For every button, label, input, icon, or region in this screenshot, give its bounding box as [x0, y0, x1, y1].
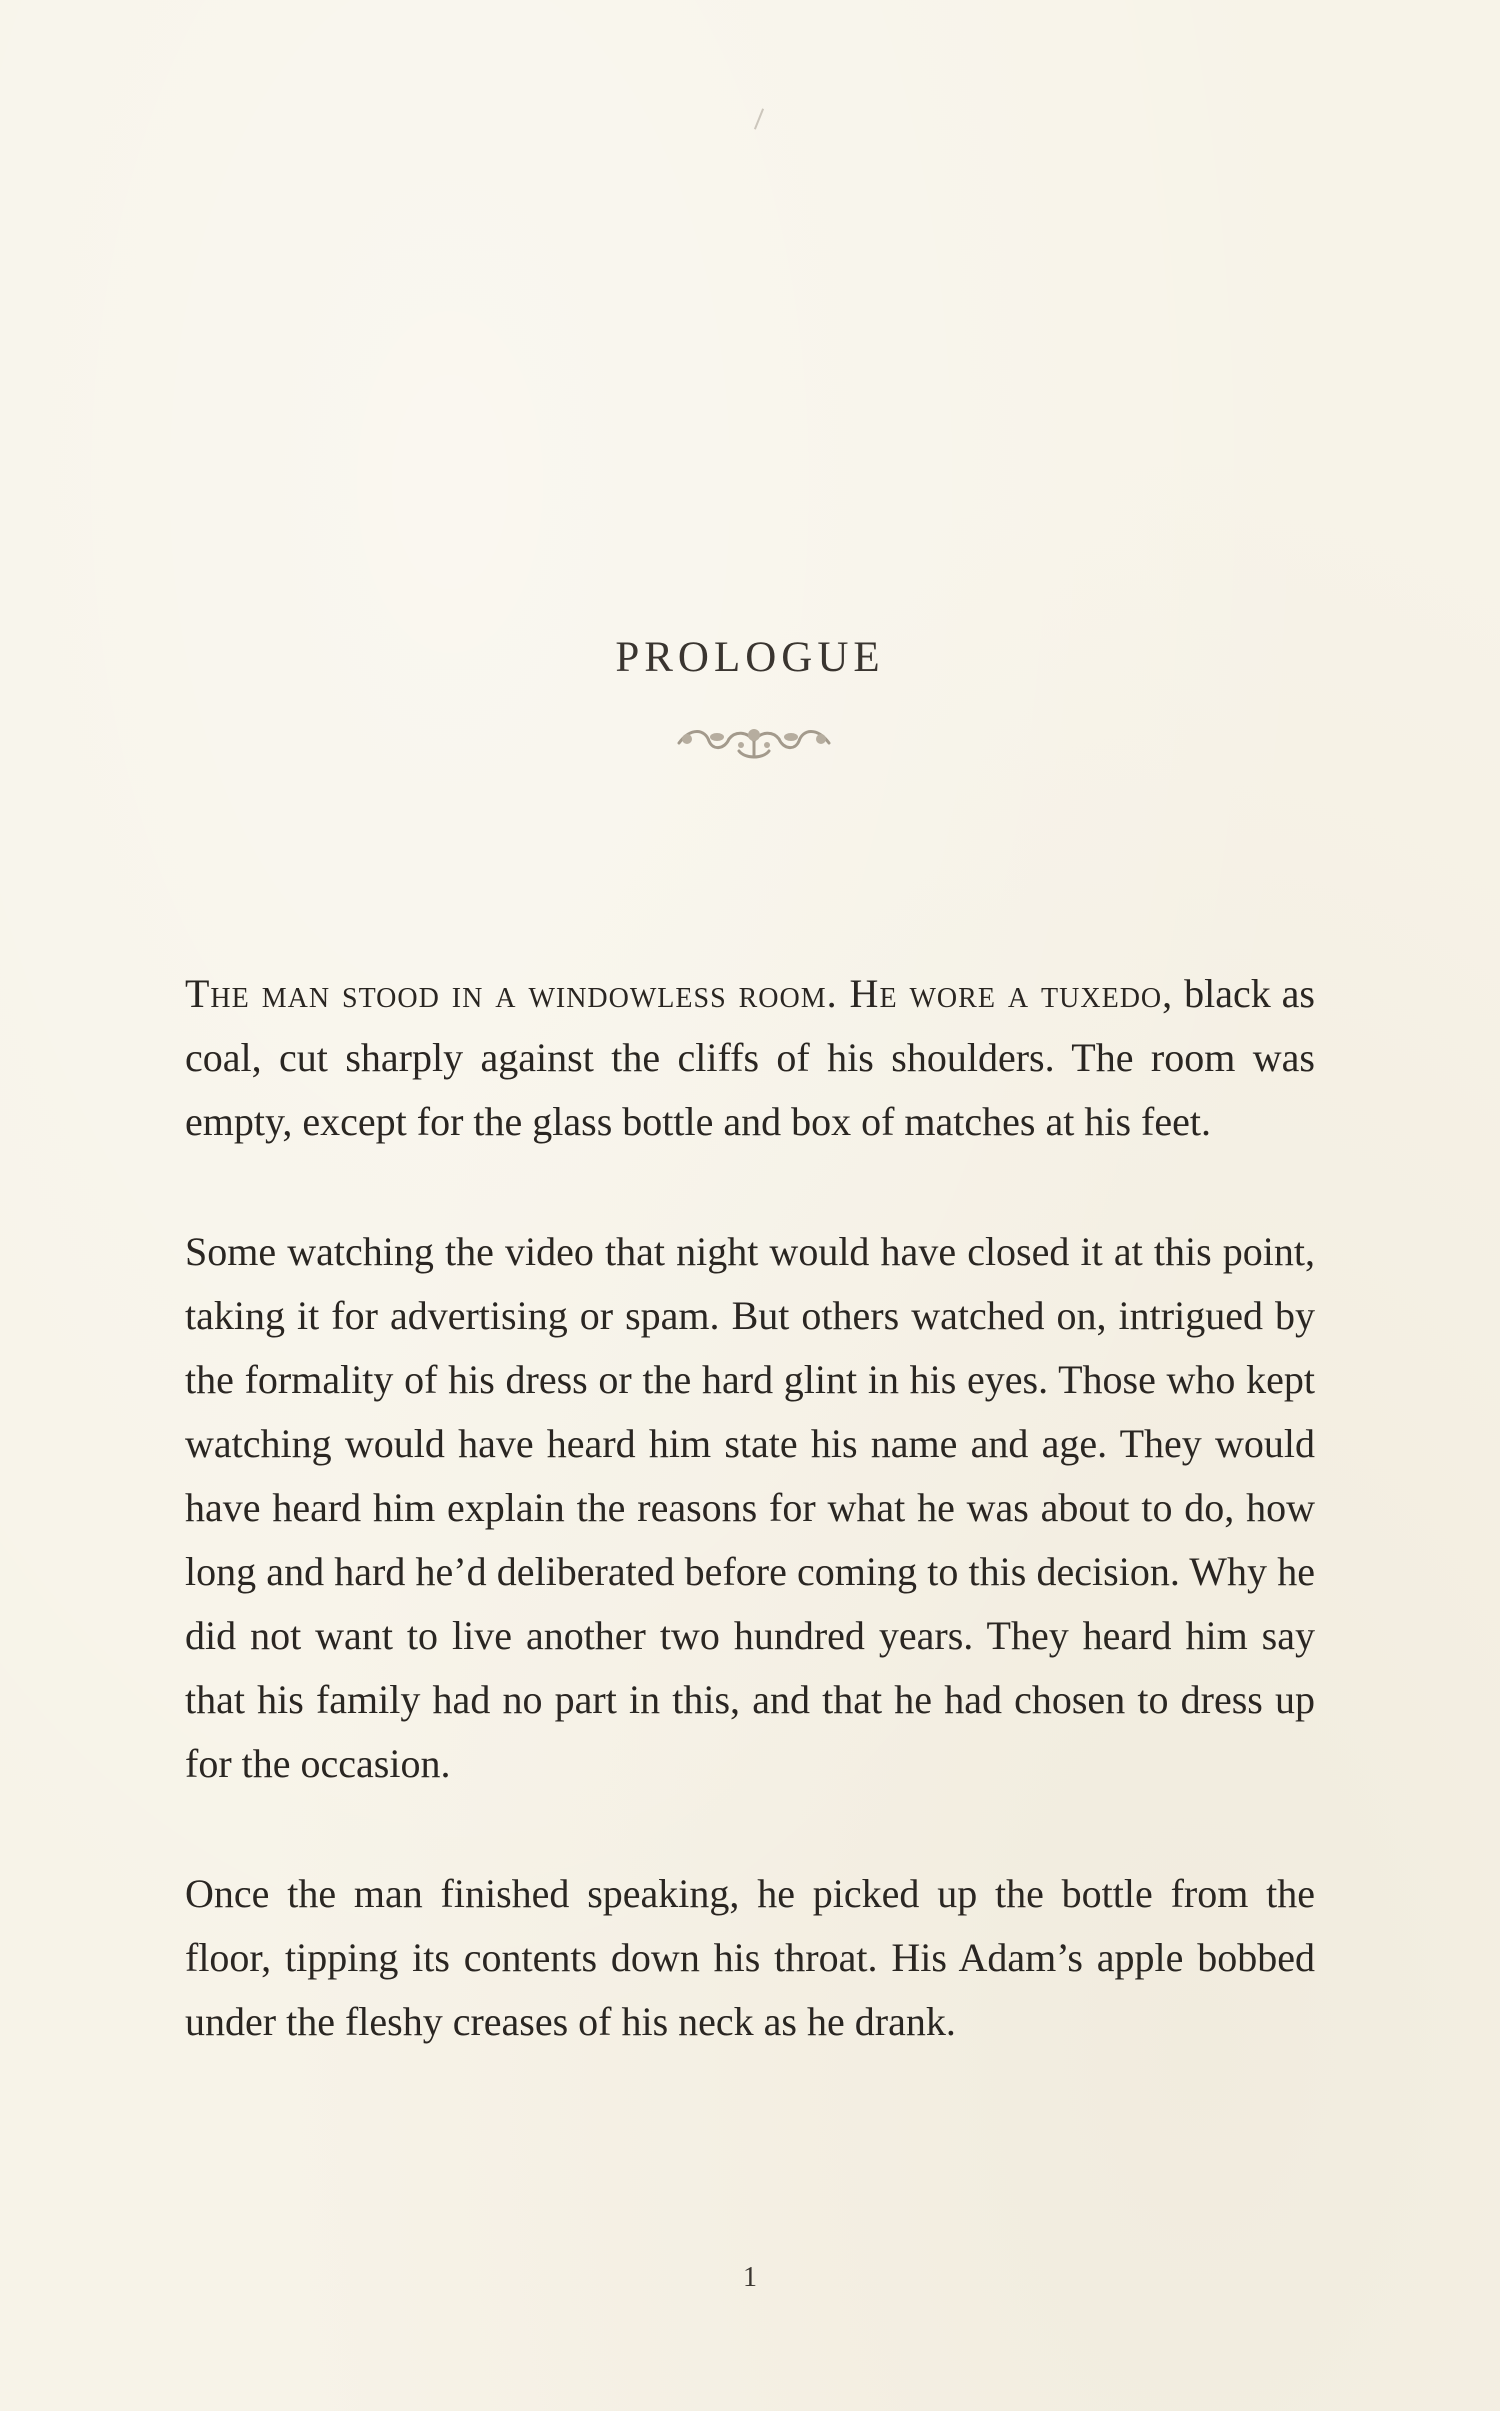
paragraph-2 [185, 1220, 1315, 1796]
body-text [185, 962, 1315, 2054]
paragraph-text: Once the man finished speaking, he picked up the bottle from the floor, tipping its contents down his throat. His Adam’s apple bobbed under the fleshy creases of his neck as he drank. [185, 1871, 1315, 2044]
paragraph-1 [185, 962, 1315, 1154]
paragraph-text: black as coal, cut sharply against the cliffs of his shoulders. The room was empty, except for the glass bottle and box of matches at his feet. [185, 971, 1315, 1144]
paragraph-lead-in: The man stood in a windowless room. He wore a tuxedo, [185, 971, 1174, 1016]
page-number: 1 [743, 2262, 757, 2293]
floral-ornament-icon [669, 713, 839, 769]
stray-ink-mark [754, 108, 764, 129]
chapter-title: PROLOGUE [615, 634, 885, 681]
paragraph-text: Some watching the video that night would have closed it at this point, taking it for advertising or spam. But others watched on, intrigued by the formality of his dress or the hard glint in his eyes. Those who kept watching would have heard him state his name and age. They would have heard him explain the reasons for what he was about to do, how long and hard he’d deliberated before coming to this decision. Why he did not want to live another two hundred years. They heard him say that his family had no part in this, and that he had chosen to dress up for the occasion. [185, 1229, 1315, 1786]
paragraph-3 [185, 1862, 1315, 2054]
